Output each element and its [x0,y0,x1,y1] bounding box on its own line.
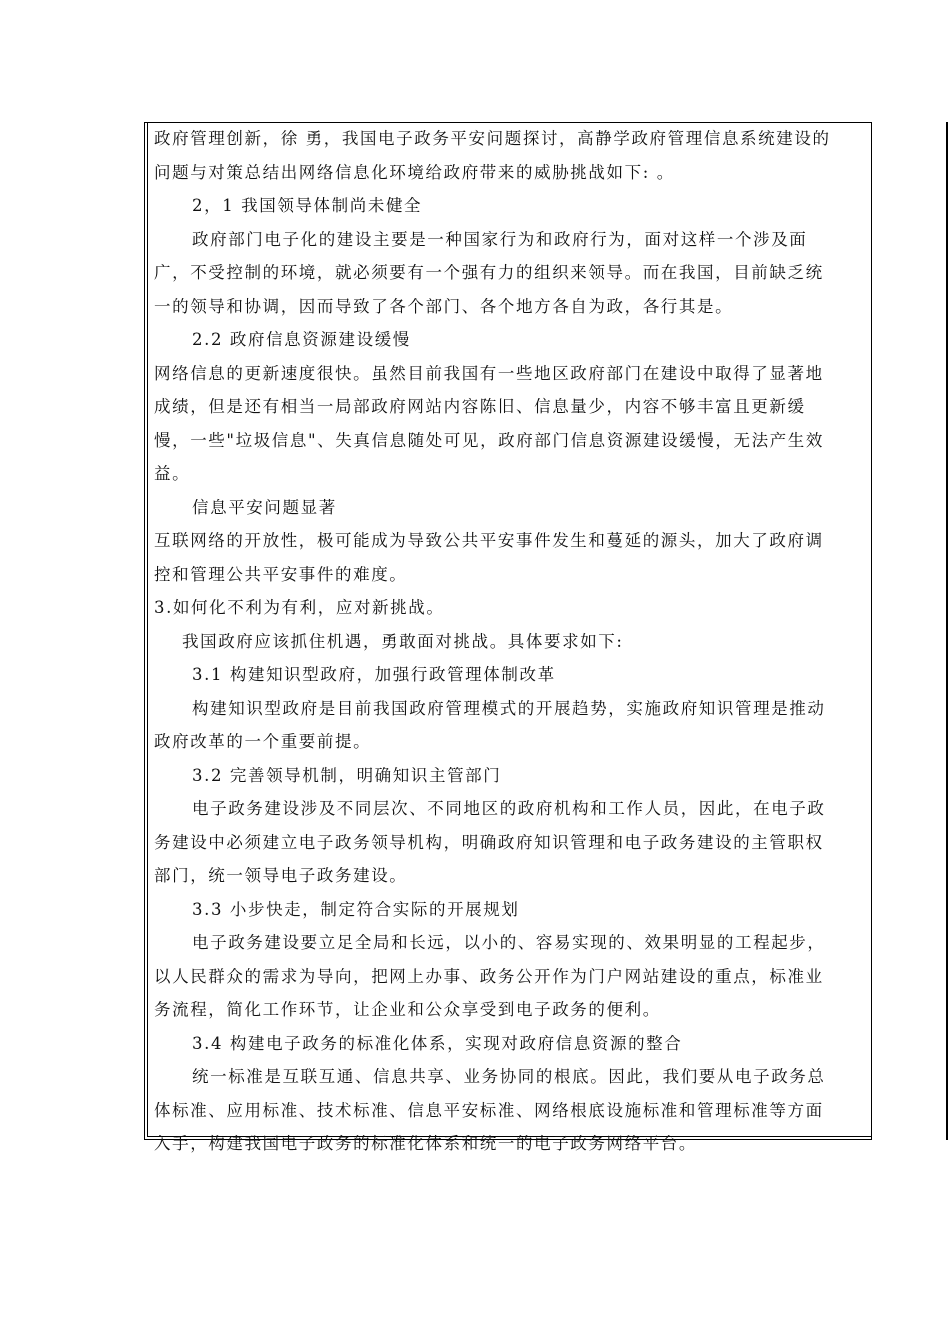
text-line: 务建设中必须建立电子政务领导机构，明确政府知识管理和电子政务建设的主管职权 [154,832,824,852]
text-line: 务流程，简化工作环节，让企业和公众享受到电子政务的便利。 [154,1000,661,1019]
text-line: 互联网络的开放性，极可能成为导致公共平安事件发生和蔓延的源头，加大了政府调 [154,531,824,550]
page-edge-line [946,122,948,1140]
text-line: 信息平安问题显著 [192,497,337,517]
text-line: 网络信息的更新速度很快。虽然目前我国有一些地区政府部门在建设中取得了显著地 [154,363,824,383]
text-line: 2，1 我国领导体制尚未健全 [192,196,423,215]
text-line: 3.2 完善领导机制，明确知识主管部门 [192,765,502,785]
document-body [154,122,868,1161]
text-line: 2.2 政府信息资源建设缓慢 [192,330,411,349]
text-line: 广，不受控制的环境，就必须要有一个强有力的组织来领导。而在我国，目前缺乏统 [154,263,824,282]
text-line: 3.1 构建知识型政府，加强行政管理体制改革 [192,665,556,684]
text-line: 部门，统一领导电子政务建设。 [154,866,408,885]
text-line: 统一标准是互联互通、信息共享、业务协同的根底。因此，我们要从电子政务总 [192,1067,826,1086]
text-line: 成绩，但是还有相当一局部政府网站内容陈旧、信息量少，内容不够丰富且更新缓 [154,397,806,416]
text-line: 以人民群众的需求为导向，把网上办事、政务公开作为门户网站建设的重点，标准业 [154,966,824,986]
text-line: 慢，一些"垃圾信息"、失真信息随处可见，政府部门信息资源建设缓慢，无法产生效 [154,430,824,450]
text-line: 政府改革的一个重要前提。 [154,732,372,751]
text-line: 一的领导和协调，因而导致了各个部门、各个地方各自为政，各行其是。 [154,296,734,316]
text-line: 我国政府应该抓住机遇，勇敢面对挑战。具体要求如下: [182,631,624,651]
text-line: 益。 [154,464,191,483]
text-line: 入手，构建我国电子政务的标准化体系和统一的电子政务网络平台。 [154,1134,697,1153]
text-line: 控和管理公共平安事件的难度。 [154,564,408,584]
text-line: 政府部门电子化的建设主要是一种国家行为和政府行为，面对这样一个涉及面 [192,229,808,249]
text-line: 体标准、应用标准、技术标准、信息平安标准、网络根底设施标准和管理标准等方面 [154,1100,824,1120]
text-line: 3.如何化不利为有利，应对新挑战。 [154,598,445,617]
text-line: 3.4 构建电子政务的标准化体系，实现对政府信息资源的整合 [192,1033,683,1053]
text-line: 电子政务建设涉及不同层次、不同地区的政府机构和工作人员，因此，在电子政 [192,799,826,818]
text-line: 3.3 小步快走，制定符合实际的开展规划 [192,899,520,919]
text-line: 政府管理创新，徐 勇，我国电子政务平安问题探讨，高静学政府管理信息系统建设的 [154,129,831,148]
text-line: 问题与对策总结出网络信息化环境给政府带来的威胁挑战如下: 。 [154,162,675,182]
text-line: 构建知识型政府是目前我国政府管理模式的开展趋势，实施政府知识管理是推动 [192,698,826,718]
text-line: 电子政务建设要立足全局和长远，以小的、容易实现的、效果明显的工程起步， [192,933,826,952]
